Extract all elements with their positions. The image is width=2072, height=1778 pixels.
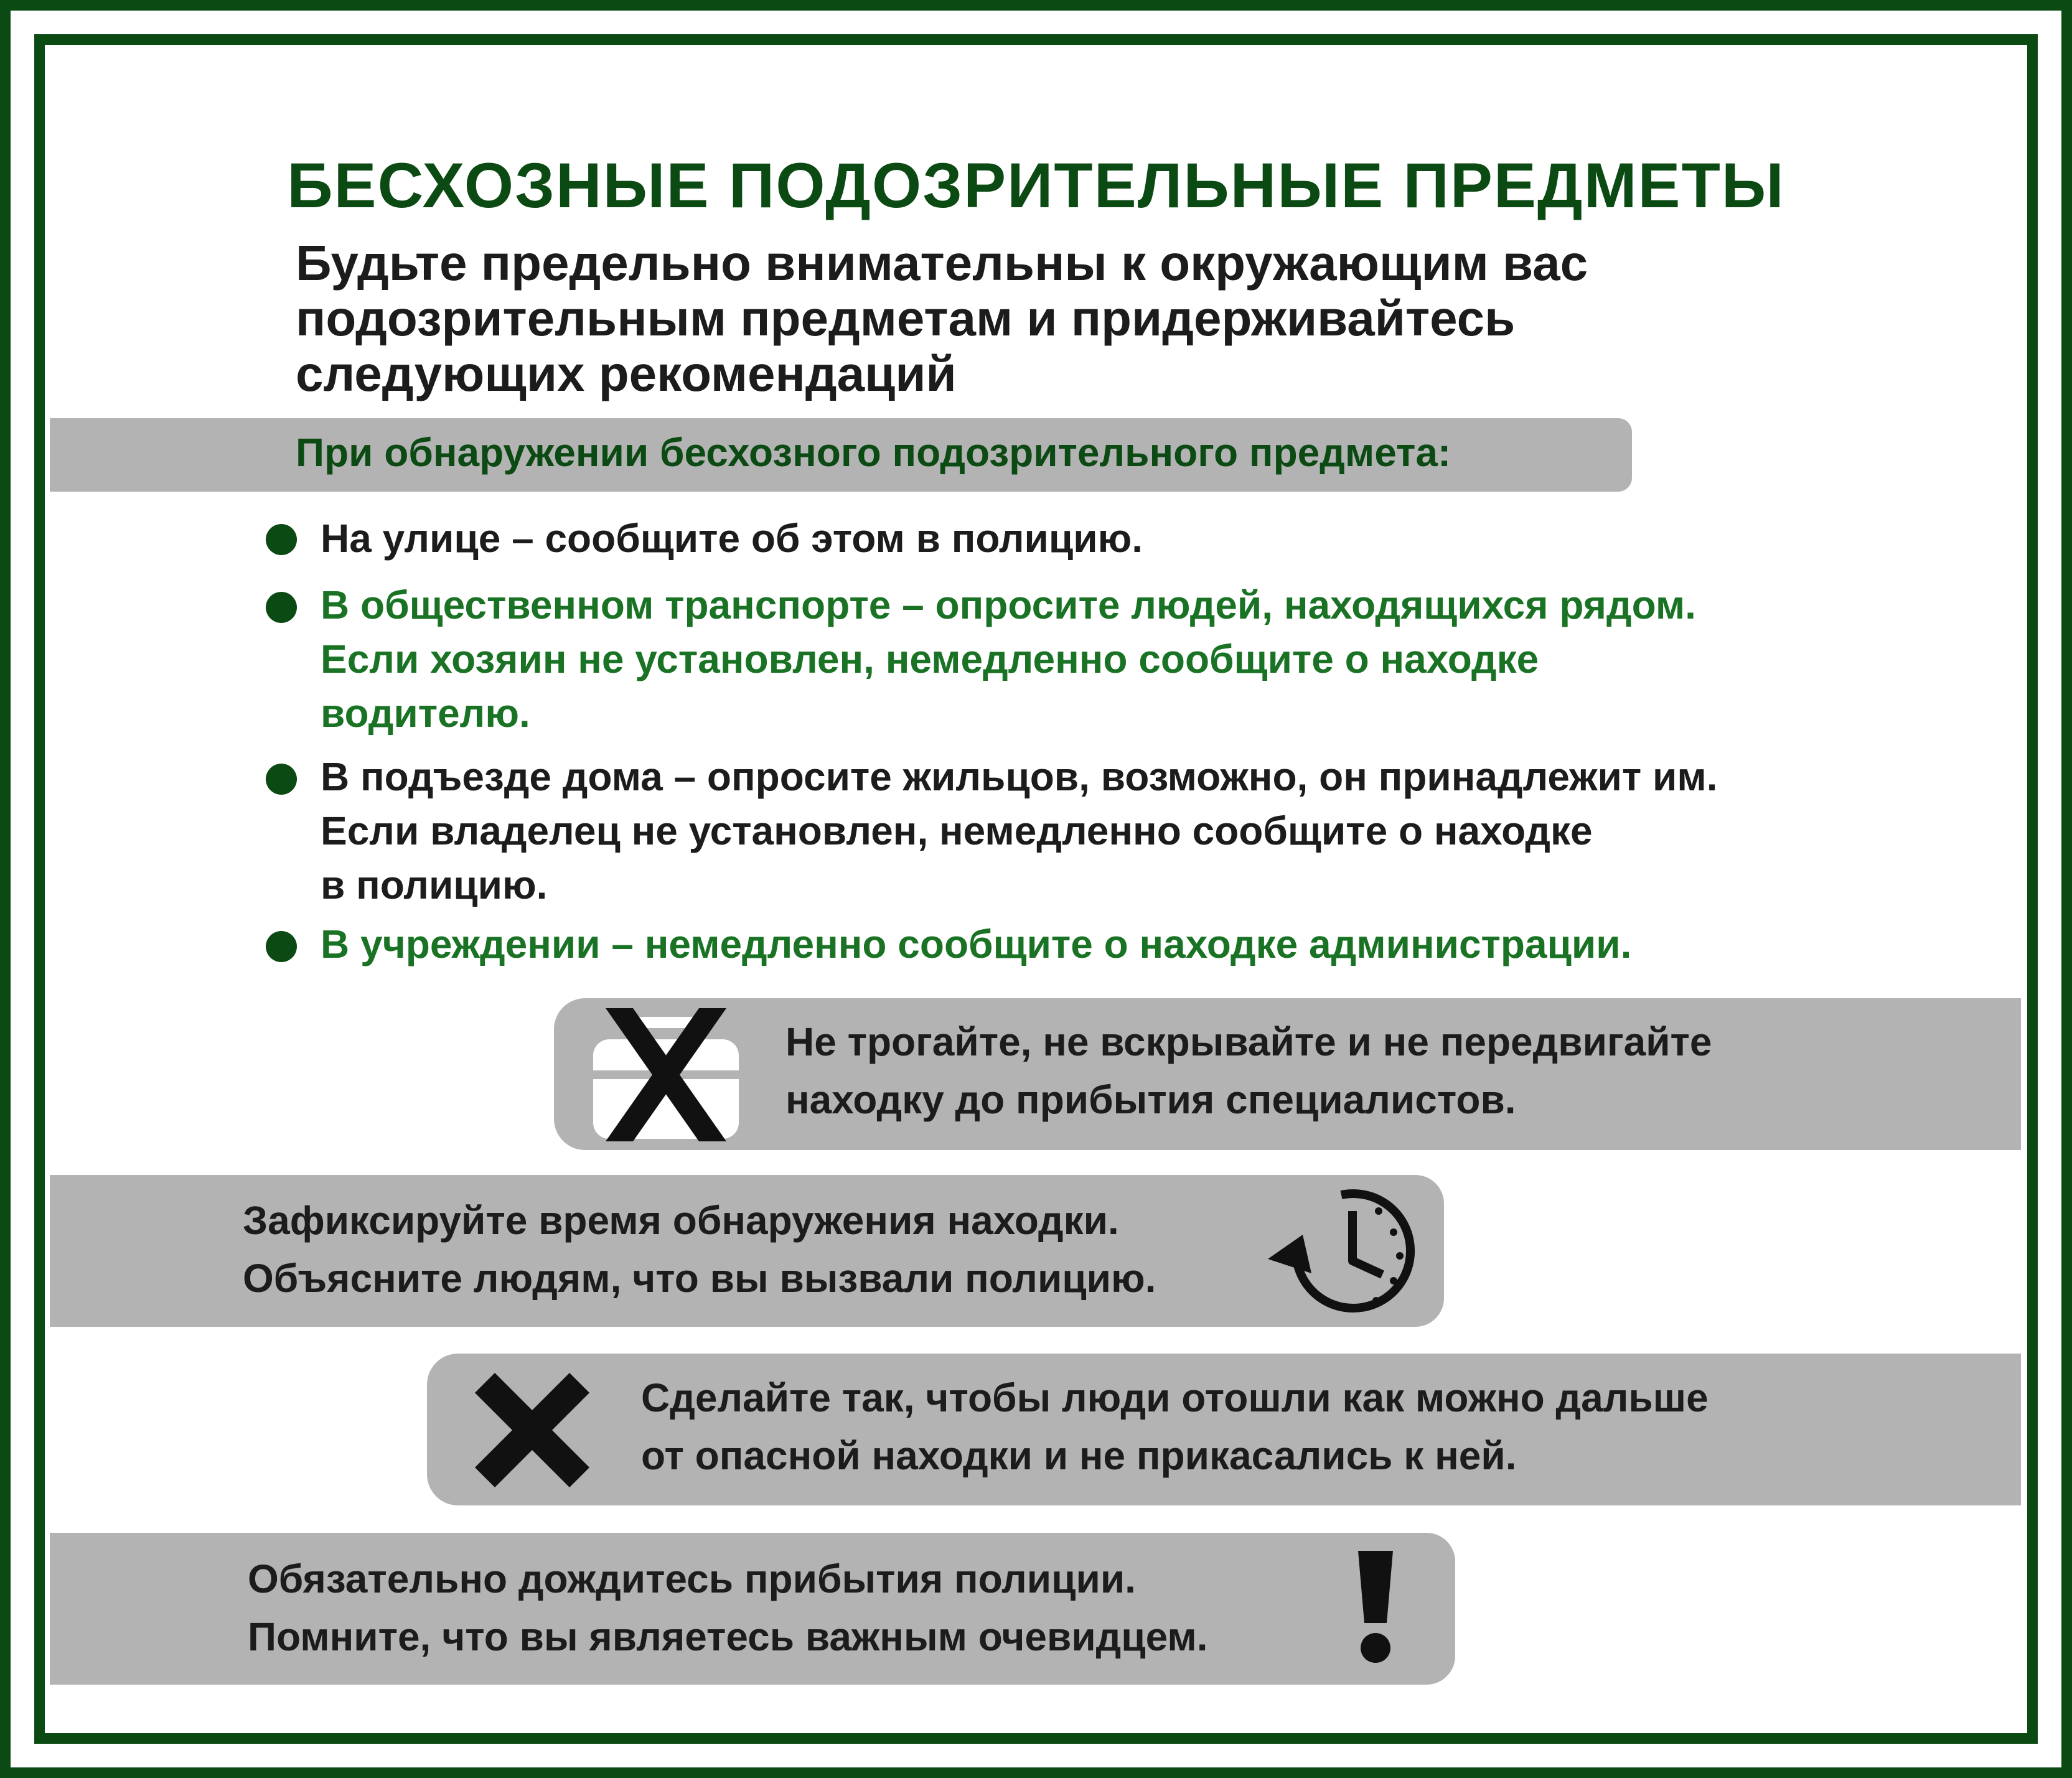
subheading: При обнаружении бесхозного подозрительного предмета: xyxy=(296,430,1451,475)
bullet-dot xyxy=(266,931,297,962)
instruction-text xyxy=(785,1013,1712,1129)
list-item xyxy=(321,750,1717,912)
intro-line: следующих рекомендаций xyxy=(296,346,957,401)
instruction-line: от опасной находки и не прикасались к ней. xyxy=(641,1433,1517,1478)
list-item xyxy=(321,512,1143,566)
list-item-line: В учреждении – немедленно сообщите о находке администрации. xyxy=(321,922,1632,966)
bullet-dot xyxy=(266,764,297,795)
instruction-line: Сделайте так, чтобы люди отошли как можно дальше xyxy=(641,1375,1709,1420)
instruction-line: Обязательно дождитесь прибытия полиции. xyxy=(248,1556,1136,1601)
clock-icon xyxy=(1260,1181,1416,1321)
list-item-line: Если хозяин не установлен, немедленно сообщите о находке xyxy=(321,637,1539,681)
bullet-dot xyxy=(266,592,297,623)
list-item-line: в полицию. xyxy=(321,863,548,907)
list-item-line: Если владелец не установлен, немедленно сообщите о находке xyxy=(321,808,1593,853)
instruction-text xyxy=(248,1550,1208,1666)
instruction-text xyxy=(243,1192,1156,1308)
instruction-line: Помните, что вы являетесь важным очевидцем. xyxy=(248,1614,1208,1659)
bullet-dot xyxy=(266,524,297,555)
intro-line: подозрительным предметам и придерживайтесь xyxy=(296,291,1516,346)
x-mark-icon xyxy=(470,1368,594,1492)
intro-text xyxy=(296,235,1914,401)
list-item xyxy=(321,578,1696,741)
exclamation-icon xyxy=(1344,1548,1407,1667)
instruction-line: находку до прибытия специалистов. xyxy=(785,1077,1516,1122)
page-title: БЕСХОЗНЫЕ ПОДОЗРИТЕЛЬНЫЕ ПРЕДМЕТЫ xyxy=(287,150,1785,221)
instruction-line: Зафиксируйте время обнаружения находки. xyxy=(243,1198,1119,1243)
intro-line: Будьте предельно внимательны к окружающим вас xyxy=(296,235,1588,291)
list-item-line: водителю. xyxy=(321,691,530,736)
list-item xyxy=(321,917,1631,971)
list-item-line: В подъезде дома – опросите жильцов, возможно, он принадлежит им. xyxy=(321,754,1718,799)
list-item-line: В общественном транспорте – опросите людей, находящихся рядом. xyxy=(321,583,1696,627)
instruction-line: Не трогайте, не вскрывайте и не передвигайте xyxy=(785,1019,1712,1064)
crossed-bag-icon xyxy=(588,1003,744,1146)
list-item-line: На улице – сообщите об этом в полицию. xyxy=(321,516,1143,561)
instruction-text xyxy=(641,1369,1709,1485)
instruction-line: Объясните людям, что вы вызвали полицию. xyxy=(243,1256,1156,1301)
